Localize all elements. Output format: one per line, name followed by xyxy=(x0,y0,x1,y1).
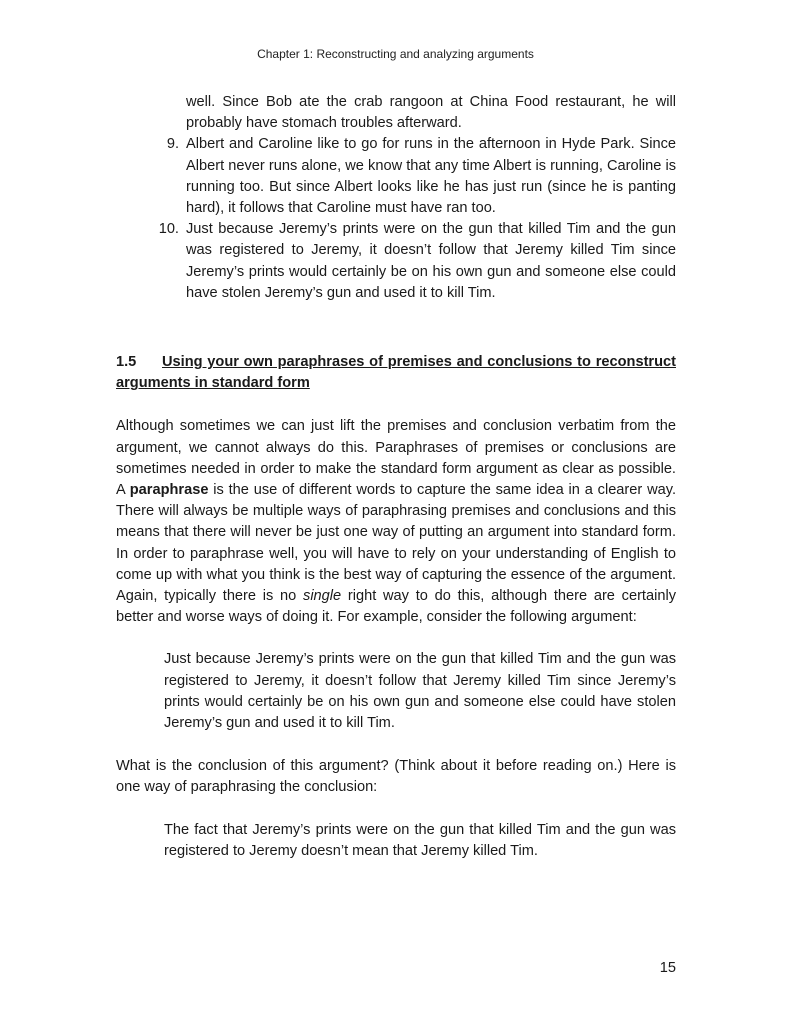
list-item-number: 10. xyxy=(158,221,179,238)
emphasis-single: single xyxy=(303,588,342,605)
term-paraphrase: paraphrase xyxy=(129,482,209,499)
list-item-number: 9. xyxy=(166,136,179,153)
paragraph-text: is the use of different words to capture the same idea in a clearer way. There will always be multiple ways of paraphrasing premises and conclusions and this means that there will never be just one way of putting an argument into standard form. In order to paraphrase well, you will have to rely on your understanding of English to come up with what you think is the best way of capturing the essence of the argument. Again, typically there is no xyxy=(116,482,676,605)
paragraph-text: Although sometimes we can just lift the premises and conclusion verbatim from the argument, we cannot always do this. Paraphrases of premises or conclusions are sometimes needed in order to make the standard form argument as clear as possible. A xyxy=(116,418,676,499)
list-item-continuation: well. Since Bob ate the crab rangoon at China Food restaurant, he will probably have stomach troubles afterward. xyxy=(186,94,676,132)
section-heading xyxy=(116,352,676,394)
page-number: 15 xyxy=(659,960,676,976)
section-number: 1.5 xyxy=(116,354,137,371)
block-quote-argument: Just because Jeremy’s prints were on the gun that killed Tim and the gun was registered to Jeremy, it doesn’t follow that Jeremy killed Tim since Jeremy’s prints would certainly be on his own gun and someone else could have stolen Jeremy’s gun and used it to kill Tim. xyxy=(164,651,676,732)
paragraph-text: right way to do this, although there are certainly better and worse ways of doing it. For example, consider the following argument: xyxy=(116,588,676,626)
list-item-9 xyxy=(116,134,676,219)
block-quote-conclusion: The fact that Jeremy’s prints were on the gun that killed Tim and the gun was registered to Jeremy doesn’t mean that Jeremy killed Tim. xyxy=(164,821,676,859)
body-paragraph-2: What is the conclusion of this argument? (Think about it before reading on.) Here is one way of paraphrasing the conclusion: xyxy=(116,758,676,796)
list-item-text: Just because Jeremy’s prints were on the gun that killed Tim and the gun was registered to Jeremy, it doesn’t follow that Jeremy killed Tim since Jeremy’s prints would certainly be on his own gun and someone else could have stolen Jeremy’s gun and used it to kill Tim. xyxy=(186,221,676,301)
page-body xyxy=(116,92,676,862)
running-header: Chapter 1: Reconstructing and analyzing arguments xyxy=(257,47,534,61)
list-item-text: Albert and Caroline like to go for runs in the afternoon in Hyde Park. Since Albert never runs alone, we know that any time Albert is running, Caroline is running too. But since Albert looks like he has just run (since he is panting hard), it follows that Caroline must have ran too. xyxy=(186,136,676,217)
section-title: Using your own paraphrases of premises and conclusions to reconstruct arguments in standard form xyxy=(116,354,676,392)
list-item-10 xyxy=(116,219,676,304)
body-paragraph-1 xyxy=(116,416,676,628)
